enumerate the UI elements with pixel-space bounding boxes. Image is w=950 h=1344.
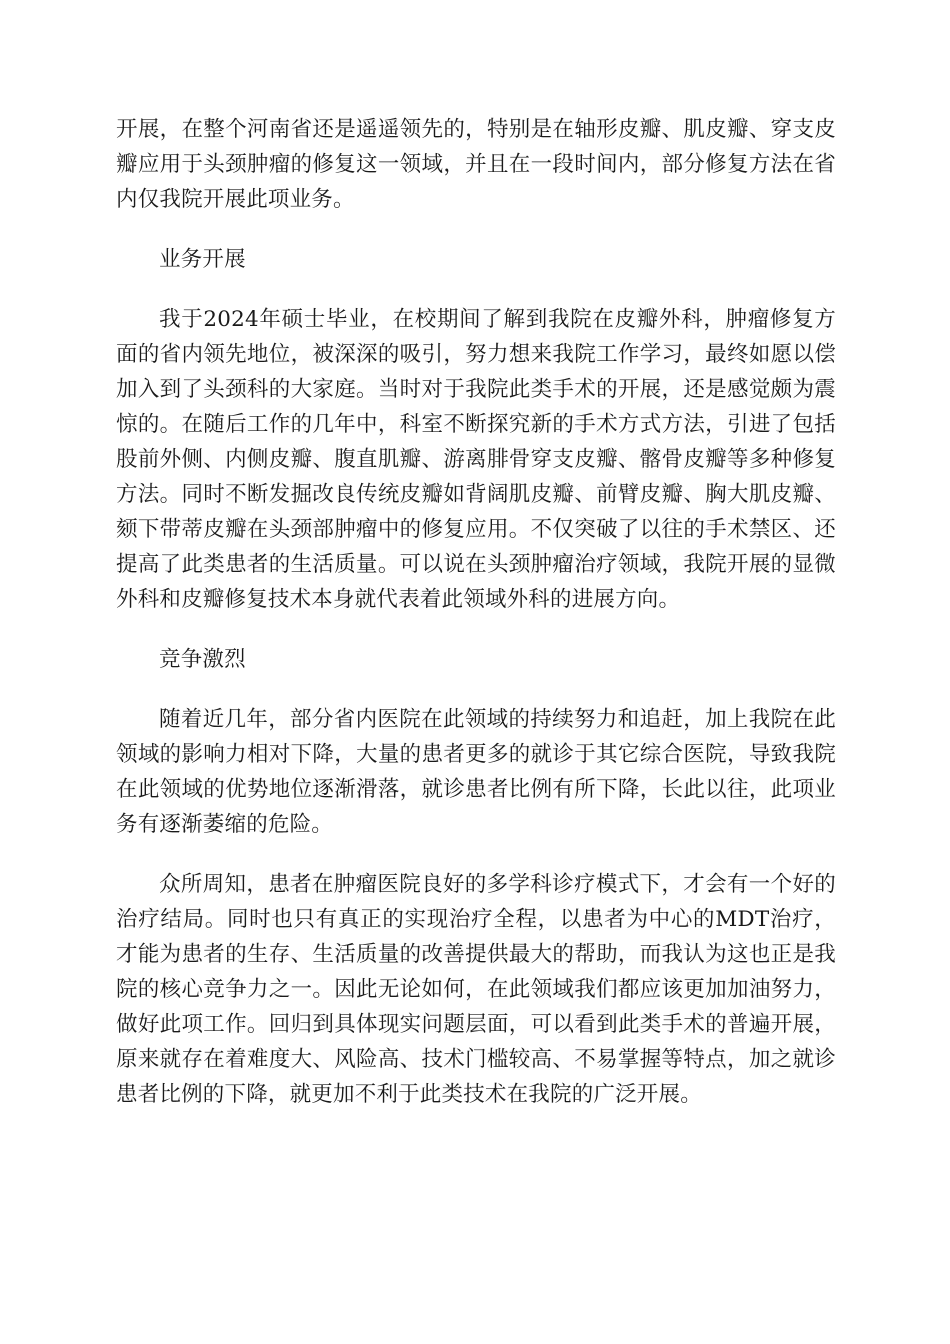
document-page <box>116 112 836 1137</box>
section-heading-business-development: 业务开展 <box>159 247 246 272</box>
section-heading-fierce-competition: 竞争激烈 <box>159 647 246 672</box>
paragraph-intro-continuation: 开展，在整个河南省还是遥遥领先的，特别是在轴形皮瓣、肌皮瓣、穿支皮瓣应用于头颈肿瘤的修复这一领域，并且在一段时间内，部分修复方法在省内仅我院开展此项业务。 <box>116 117 836 212</box>
paragraph-competition: 随着近几年，部分省内医院在此领域的持续努力和追赶，加上我院在此领域的影响力相对下降，大量的患者更多的就诊于其它综合医院，导致我院在此领域的优势地位逐渐滑落，就诊患者比例有所下降，长此以往，此项业务有逐渐萎缩的危险。 <box>116 707 836 837</box>
paragraph-core-competitiveness: 众所周知，患者在肿瘤医院良好的多学科诊疗模式下，才会有一个好的治疗结局。同时也只有真正的实现治疗全程，以患者为中心的MDT治疗，才能为患者的生存、生活质量的改善提供最大的帮助，而我认为这也正是我院的核心竞争力之一。因此无论如何，在此领域我们都应该更加加油努力，做好此项工作。回归到具体现实问题层面，可以看到此类手术的普遍开展，原来就存在着难度大、风险高、技术门槛较高、不易掌握等特点，加之就诊患者比例的下降，就更加不利于此类技术在我院的广泛开展。 <box>116 872 836 1107</box>
paragraph-business-development: 我于2024年硕士毕业，在校期间了解到我院在皮瓣外科，肿瘤修复方面的省内领先地位，被深深的吸引，努力想来我院工作学习，最终如愿以偿加入到了头颈科的大家庭。当时对于我院此类手术的开展，还是感觉颇为震惊的。在随后工作的几年中，科室不断探究新的手术方式方法，引进了包括股前外侧、内侧皮瓣、腹直肌瓣、游离腓骨穿支皮瓣、髂骨皮瓣等多种修复方法。同时不断发掘改良传统皮瓣如背阔肌皮瓣、前臂皮瓣、胸大肌皮瓣、颏下带蒂皮瓣在头颈部肿瘤中的修复应用。不仅突破了以往的手术禁区、还提高了此类患者的生活质量。可以说在头颈肿瘤治疗领域，我院开展的显微外科和皮瓣修复技术本身就代表着此领域外科的进展方向。 <box>116 307 836 612</box>
